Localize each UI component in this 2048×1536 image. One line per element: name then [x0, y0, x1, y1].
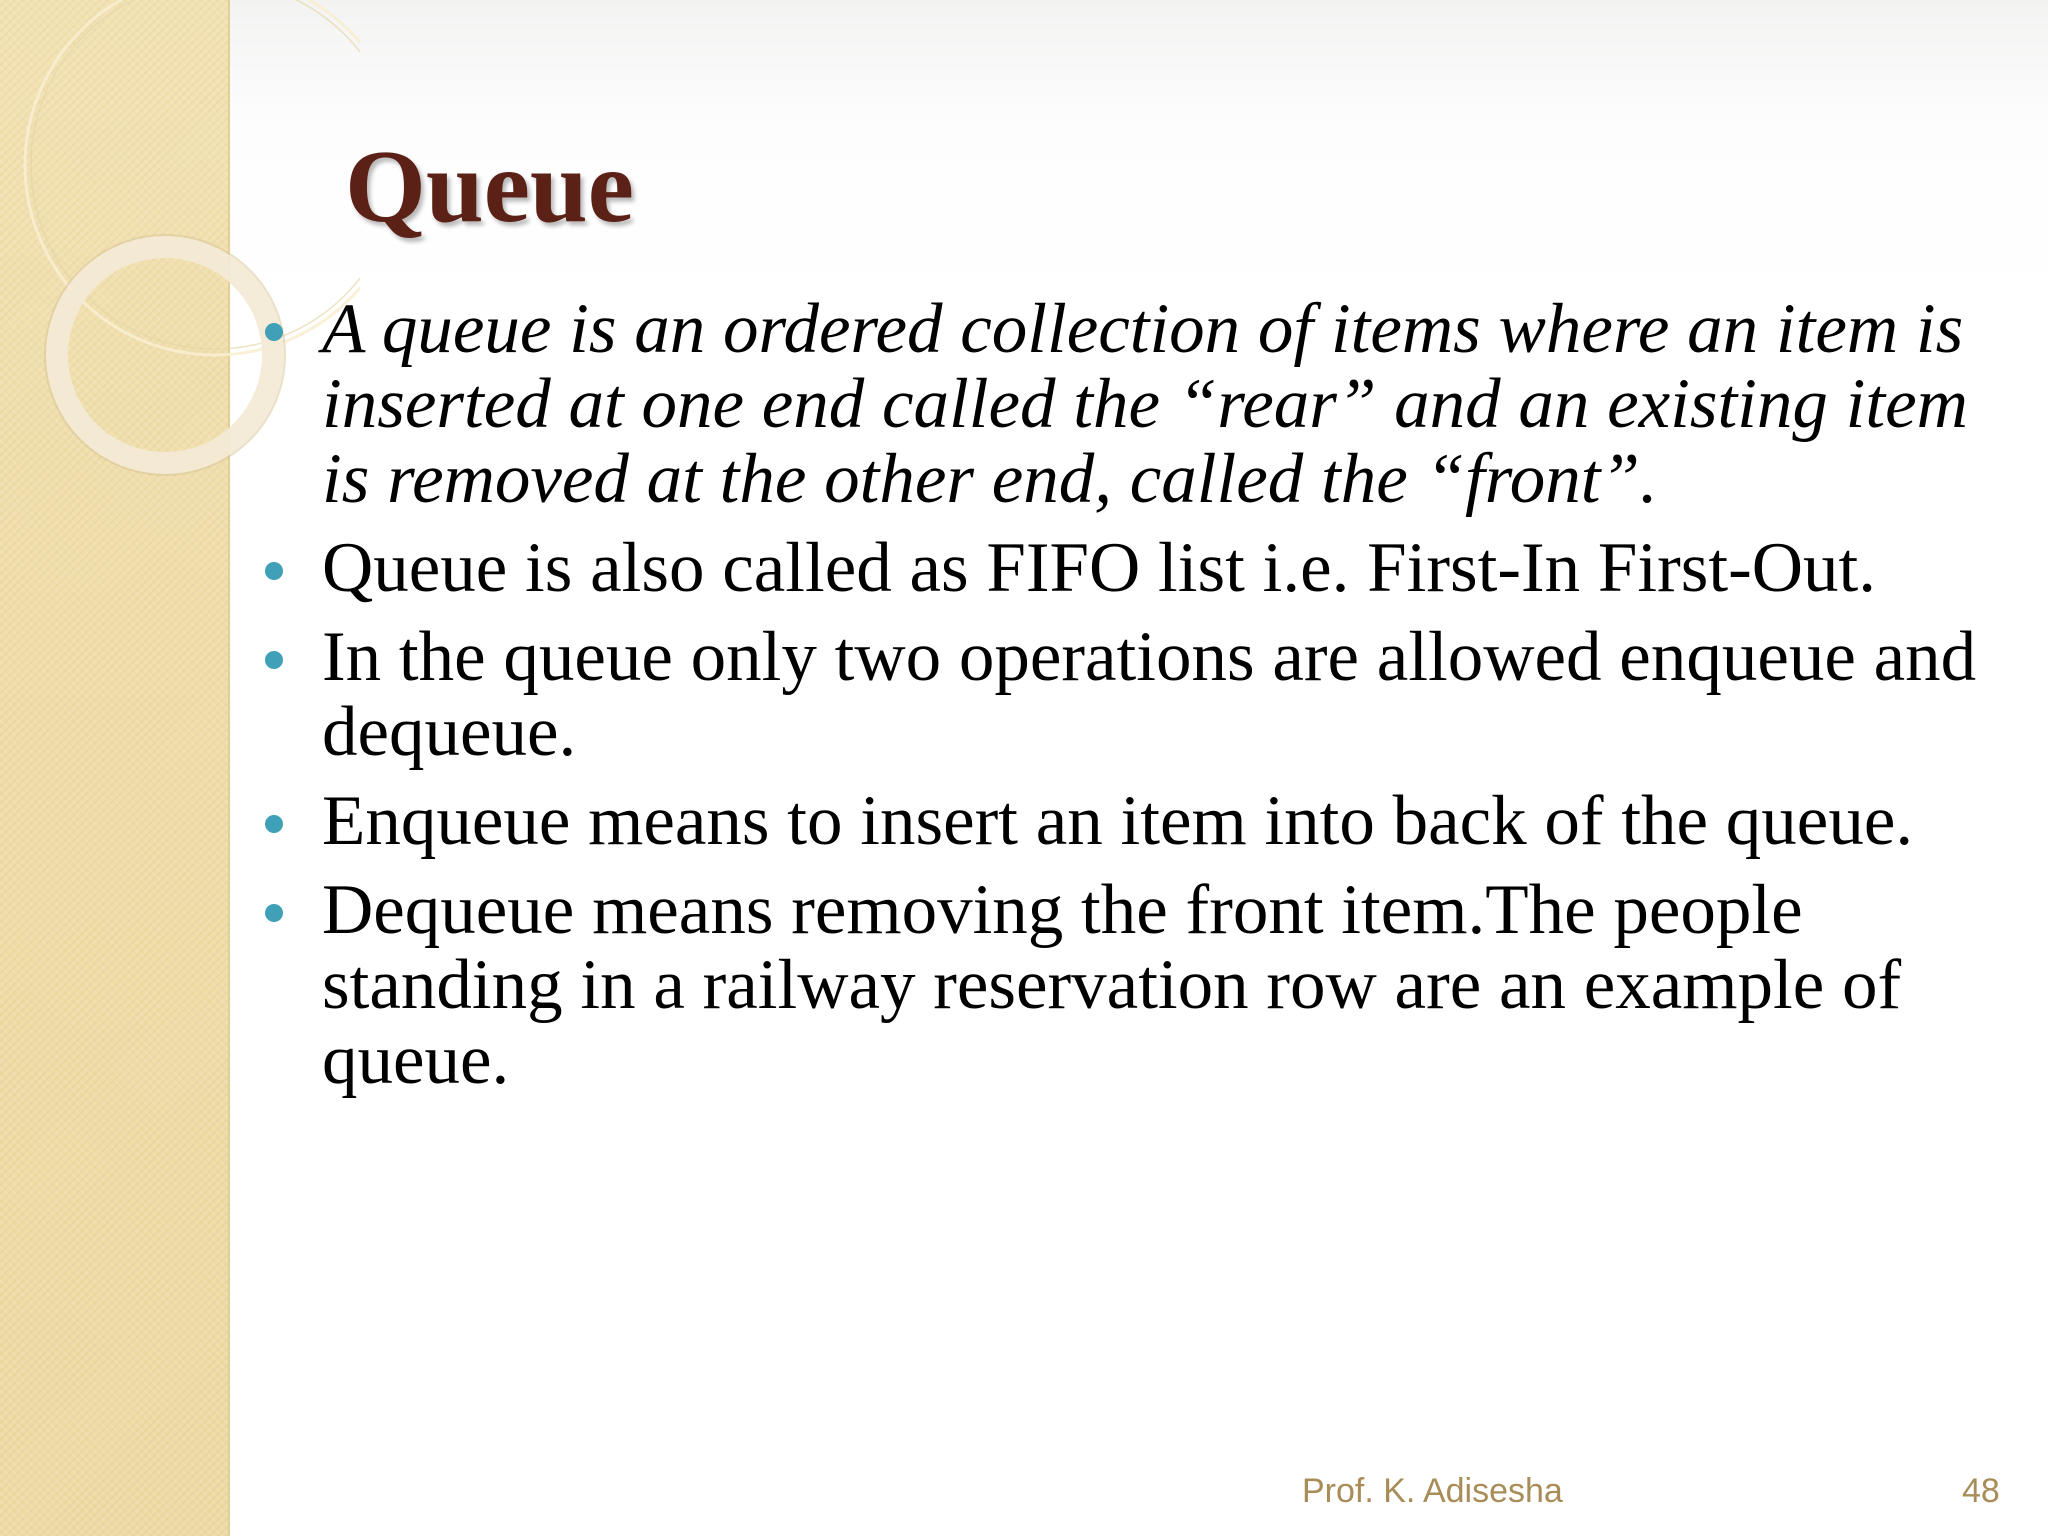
bullet-dot-icon — [265, 651, 283, 669]
bullet-text: Dequeue means removing the front item.The people standing in a railway reservation row are an example of queue. — [322, 871, 1902, 1099]
small-ring — [57, 247, 273, 463]
bullet-dot-icon — [265, 904, 283, 922]
bullet-item — [320, 620, 2020, 770]
bullet-item — [320, 531, 2020, 606]
bullet-text: Enqueue means to insert an item into back of the queue. — [322, 782, 1914, 860]
footer-author: Prof. K. Adisesha — [1302, 1472, 1563, 1510]
slide-title: Queue — [345, 129, 634, 244]
bullet-text: A queue is an ordered collection of items where an item is inserted at one end called the “rear” and an existing item is removed at the other end, called the “front”. — [322, 290, 1968, 518]
page-number: 48 — [1962, 1472, 2000, 1510]
decorative-rings — [0, 0, 360, 520]
bullet-dot-icon — [265, 323, 283, 341]
bullet-item — [320, 784, 2020, 859]
bullet-item — [320, 873, 2020, 1098]
bullet-dot-icon — [265, 815, 283, 833]
bullet-text: In the queue only two operations are allowed enqueue and dequeue. — [322, 618, 1977, 771]
bullet-text: Queue is also called as FIFO list i.e. First-In First-Out. — [322, 529, 1876, 607]
bullet-list — [320, 292, 2020, 1112]
bullet-dot-icon — [265, 562, 283, 580]
bullet-item — [320, 292, 2020, 517]
